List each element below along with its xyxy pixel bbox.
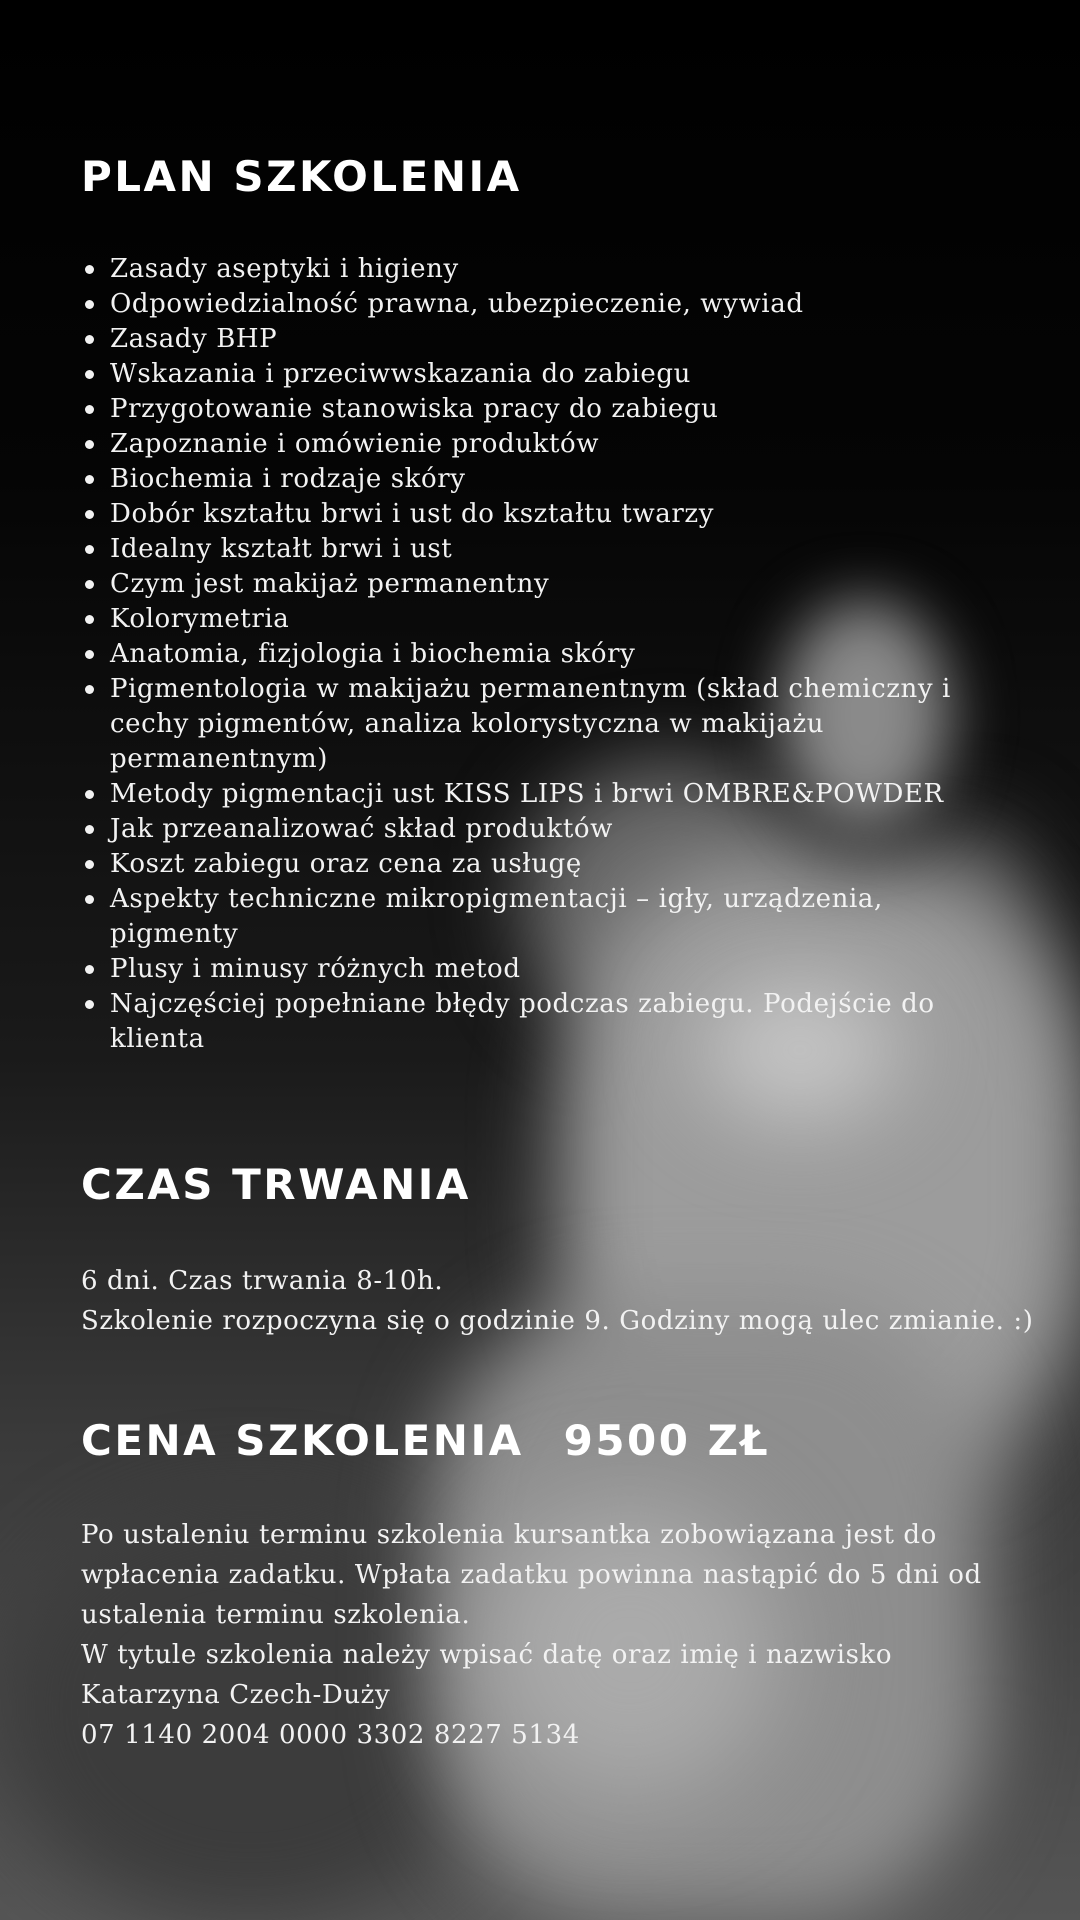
list-item: Kolorymetria bbox=[110, 602, 1010, 637]
list-item: Zasady aseptyki i higieny bbox=[110, 252, 1010, 287]
list-item: Wskazania i przeciwwskazania do zabiegu bbox=[110, 357, 1010, 392]
price-title: CENA SZKOLENIA bbox=[81, 1416, 524, 1465]
duration-title: CZAS TRWANIA bbox=[81, 1160, 471, 1209]
list-item: Plusy i minusy różnych metod bbox=[110, 952, 1010, 987]
list-item: Idealny kształt brwi i ust bbox=[110, 532, 1010, 567]
list-item: Czym jest makijaż permanentny bbox=[110, 567, 1010, 602]
list-item: Zasady BHP bbox=[110, 322, 1010, 357]
list-item: Metody pigmentacji ust KISS LIPS i brwi OMBRE&POWDER bbox=[110, 777, 1010, 812]
list-item: Dobór kształtu brwi i ust do kształtu twarzy bbox=[110, 497, 1010, 532]
payment-info bbox=[81, 1515, 1071, 1755]
list-item: Zapoznanie i omówienie produktów bbox=[110, 427, 1010, 462]
list-item: Odpowiedzialność prawna, ubezpieczenie, wywiad bbox=[110, 287, 1010, 322]
payment-line: ustalenia terminu szkolenia. bbox=[81, 1600, 471, 1630]
price-value: 9500 ZŁ bbox=[563, 1416, 771, 1465]
list-item: Jak przeanalizować skład produktów bbox=[110, 812, 1010, 847]
list-item: Pigmentologia w makijażu permanentnym (skład chemiczny i cechy pigmentów, analiza kolorystyczna w makijażu permanentnym) bbox=[110, 672, 1010, 777]
account-number: 07 1140 2004 0000 3302 8227 5134 bbox=[81, 1720, 580, 1750]
payment-line: Po ustaleniu terminu szkolenia kursantka zobowiązana jest do bbox=[81, 1520, 937, 1550]
price-heading bbox=[81, 1416, 770, 1465]
account-holder: Katarzyna Czech-Duży bbox=[81, 1680, 391, 1710]
list-item: Anatomia, fizjologia i biochemia skóry bbox=[110, 637, 1010, 672]
plan-title: PLAN SZKOLENIA bbox=[81, 152, 522, 201]
payment-line: W tytule szkolenia należy wpisać datę oraz imię i nazwisko bbox=[81, 1640, 893, 1670]
duration-text bbox=[81, 1261, 1071, 1341]
duration-line: Szkolenie rozpoczyna się o godzinie 9. Godziny mogą ulec zmianie. :) bbox=[81, 1306, 1034, 1336]
list-item: Najczęściej popełniane błędy podczas zabiegu. Podejście do klienta bbox=[110, 987, 1010, 1057]
plan-list bbox=[81, 252, 1010, 1057]
payment-line: wpłacenia zadatku. Wpłata zadatku powinna nastąpić do 5 dni od bbox=[81, 1560, 982, 1590]
list-item: Przygotowanie stanowiska pracy do zabiegu bbox=[110, 392, 1010, 427]
duration-line: 6 dni. Czas trwania 8-10h. bbox=[81, 1266, 444, 1296]
list-item: Biochemia i rodzaje skóry bbox=[110, 462, 1010, 497]
list-item: Koszt zabiegu oraz cena za usługę bbox=[110, 847, 1010, 882]
list-item: Aspekty techniczne mikropigmentacji – igły, urządzenia, pigmenty bbox=[110, 882, 1010, 952]
